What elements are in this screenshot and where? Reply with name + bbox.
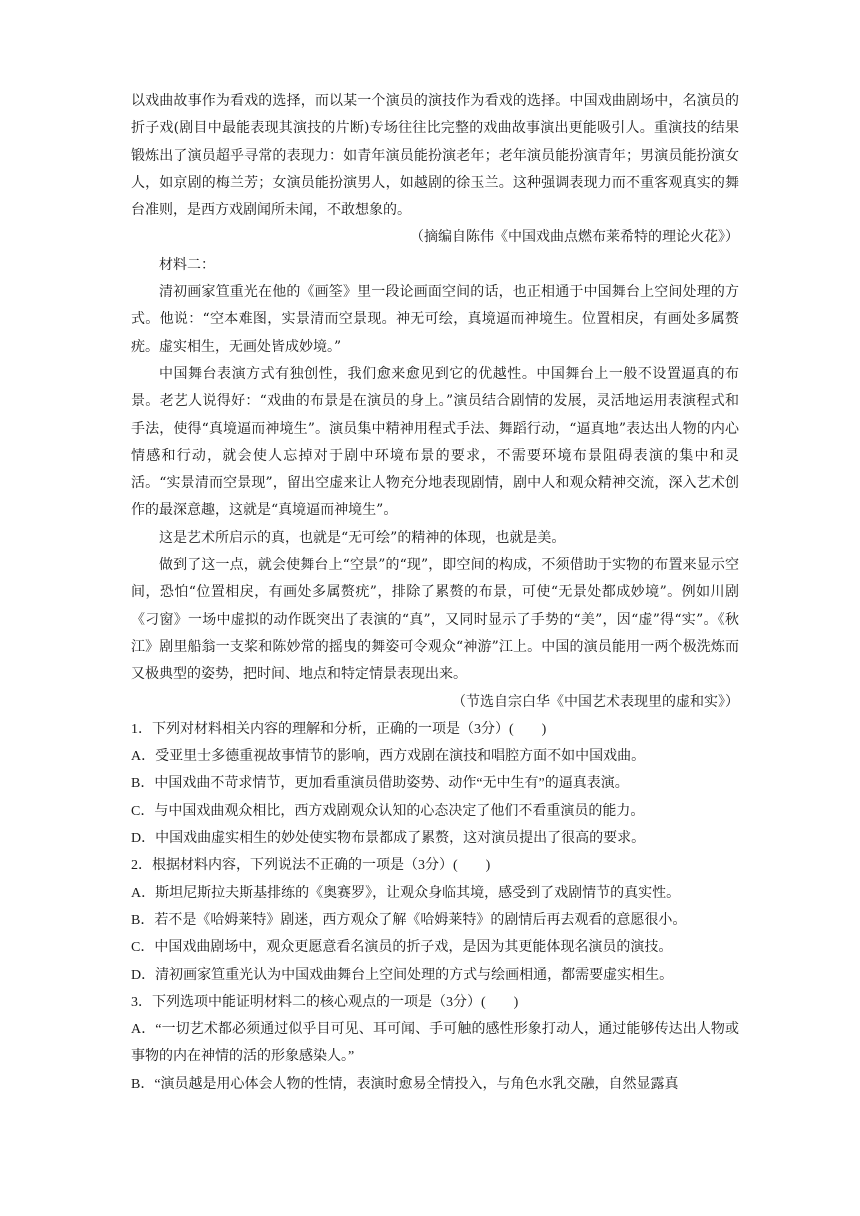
question-1-stem: 1．下列对材料相关内容的理解和分析，正确的一项是（3分）( ) xyxy=(131,721,547,737)
material2-source: （节选自宗白华《中国艺术表现里的虚和实》） xyxy=(452,693,739,710)
material2-paragraph: 做到了这一点，就会使舞台上“空景”的“现”，即空间的构成，不须借助于实物的布置来显示空间，恐怕“位置相戾，有画处多属赘疣”，排除了累赘的布景，可使“无景处都成妙境”。例如川剧《刁窗》一场中虚拟的动作既突出了表演的“真”，又同时显示了手势的“美”，因“虚”得“实”。《秋江》剧里船翁一支桨和陈妙常的摇曳的舞姿可令观众“神游”江上。中国的演员能用一两个极洗炼而又极典型的姿势，把时间、地点和特定情景表现出来。 xyxy=(131,557,739,683)
material2-paragraph: 这是艺术所启示的真，也就是“无可绘”的精神的体现，也就是美。 xyxy=(159,529,566,546)
question-1-option-c: C．与中国戏曲观众相比，西方戏剧观众认知的心态决定了他们不看重演员的能力。 xyxy=(131,803,645,819)
question-2-option-c: C．中国戏曲剧场中，观众更愿意看名演员的折子戏，是因为其更能体现名演员的演技。 xyxy=(131,940,673,956)
question-1-option-d: D．中国戏曲虚实相生的妙处使实物布景都成了累赘，这对演员提出了很高的要求。 xyxy=(131,831,646,847)
material1-source: （摘编自陈伟《中国戏曲点燃布莱希特的理论火花》） xyxy=(410,229,739,246)
question-2-option-a: A．斯坦尼斯拉夫斯基排练的《奥赛罗》，让观众身临其境，感受到了戏剧情节的真实性。 xyxy=(131,885,681,901)
material2-paragraph: 中国舞台表演方式有独创性，我们愈来愈见到它的优越性。中国舞台上一般不设置逼真的布景。老艺人说得好：“戏曲的布景是在演员的身上。”演员结合剧情的发展，灵活地运用表演程式和手法，使得“真境逼而神境生”。演员集中精神用程式手法、舞蹈行动，“逼真地”表达出人物的内心情感和行动，就会使人忘掉对于剧中环境布景的要求，不需要环境布景阻碍表演的集中和灵活。“实景清而空景现”，留出空虚来让人物充分地表现剧情，剧中人和观众精神交流，深入艺术创作的最深意趣，这就是“真境逼而神境生”。 xyxy=(131,365,739,519)
question-3-option-a: A．“一切艺术都必须通过似乎目可见、耳可闻、手可触的感性形象打动人，通过能够传达出人物或事物的内在神情的活的形象感染人。” xyxy=(131,1022,739,1065)
question-1-option-b: B．中国戏曲不苛求情节，更加看重演员借助姿势、动作“无中生有”的逼真表演。 xyxy=(131,776,629,792)
question-3 xyxy=(131,989,739,1098)
question-2-option-d: D．清初画家笪重光认为中国戏曲舞台上空间处理的方式与绘画相通，都需要虚实相生。 xyxy=(131,967,674,983)
question-2-option-b: B．若不是《哈姆莱特》剧迷，西方观众了解《哈姆莱特》的剧情后再去观看的意愿很小。 xyxy=(131,912,687,928)
material2-label: 材料二： xyxy=(159,256,215,273)
question-2-stem: 2．根据材料内容，下列说法不正确的一项是（3分）( ) xyxy=(131,858,491,874)
question-1 xyxy=(131,716,739,852)
question-2 xyxy=(131,852,739,988)
question-1-option-a: A．受亚里士多德重视故事情节的影响，西方戏剧在演技和唱腔方面不如中国戏曲。 xyxy=(131,749,646,765)
material2-paragraph: 清初画家笪重光在他的《画筌》里一段论画面空间的话，也正相通于中国舞台上空间处理的方式。他说：“空本难图，实景清而空景现。神无可绘，真境逼而神境生。位置相戾，有画处多属赘疣。虚实相生，无画处皆成妙境。” xyxy=(131,284,739,355)
page-content xyxy=(131,88,739,1098)
material1-tail-paragraph: 以戏曲故事作为看戏的选择，而以某一个演员的演技作为看戏的选择。中国戏曲剧场中，名演员的折子戏(剧目中最能表现其演技的片断)专场往往比完整的戏曲故事演出更能吸引人。重演技的结果锻炼出了演员超乎寻常的表现力：如青年演员能扮演老年；老年演员能扮演青年；男演员能扮演女人，如京剧的梅兰芳；女演员能扮演男人，如越剧的徐玉兰。这种强调表现力而不重客观真实的舞台准则，是西方戏剧闻所未闻，不敢想象的。 xyxy=(131,93,739,219)
question-3-option-b: B．“演员越是用心体会人物的性情，表演时愈易全情投入，与角色水乳交融，自然显露真 xyxy=(131,1076,679,1092)
question-3-stem: 3．下列选项中能证明材料二的核心观点的一项是（3分）( ) xyxy=(131,994,519,1010)
